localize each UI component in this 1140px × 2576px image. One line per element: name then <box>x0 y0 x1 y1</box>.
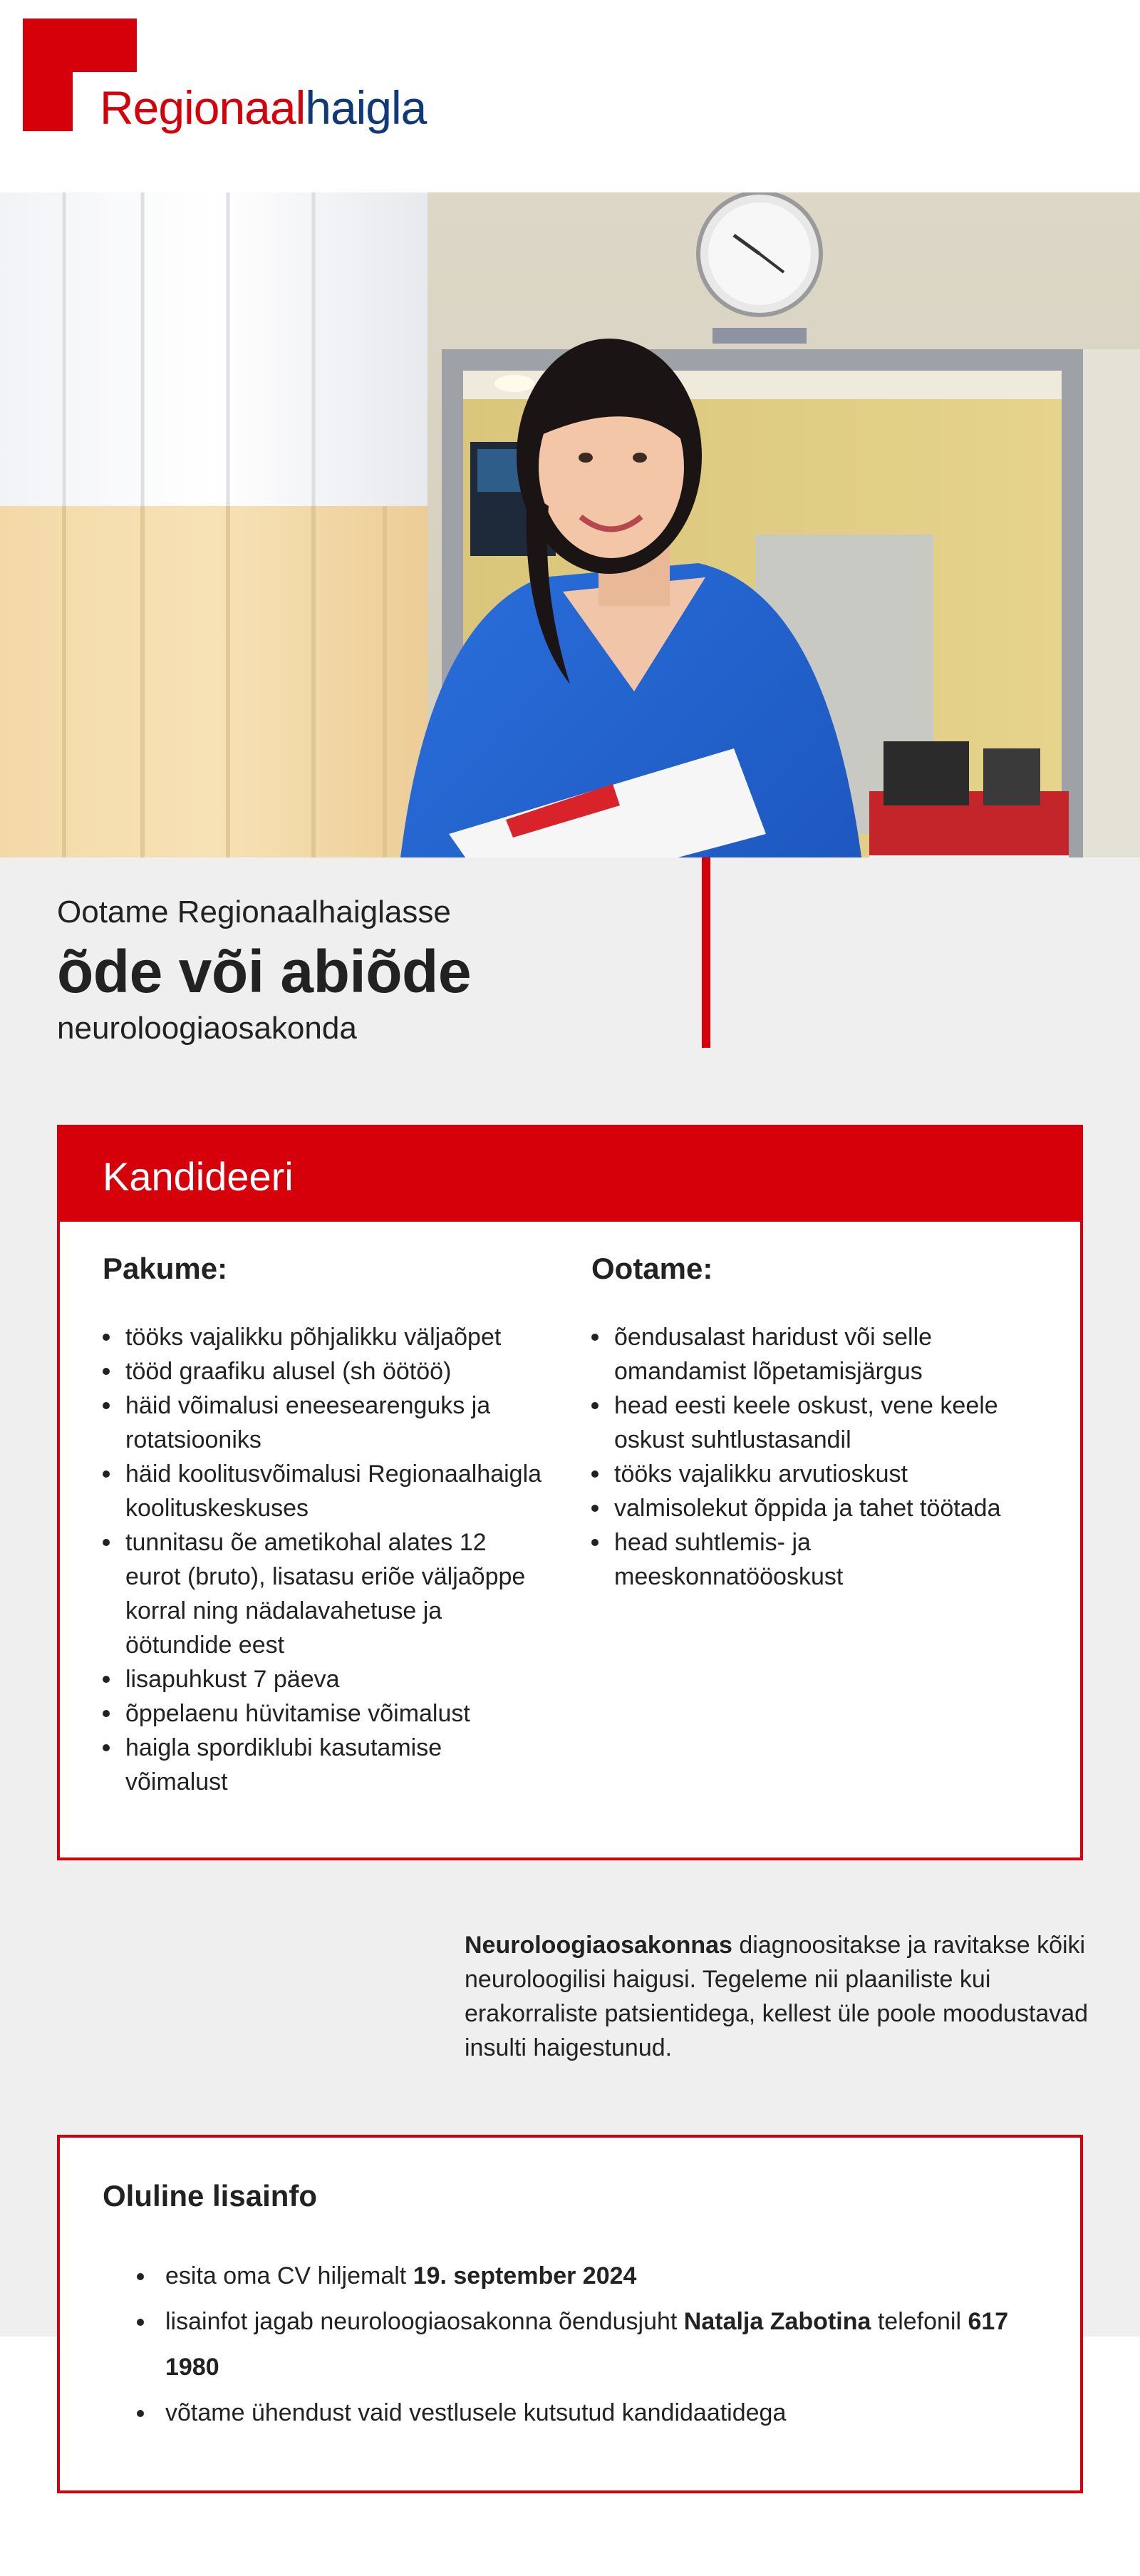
expect-list <box>591 1320 1033 1594</box>
list-item: õendusalast haridust või selle omandamist lõpetamisjärgus <box>591 1320 1033 1389</box>
extra-info-card <box>57 2135 1083 2493</box>
expect-column <box>591 1252 1033 1594</box>
item-text: lisainfot jagab neuroloogiaosakonna õendusjuht <box>165 2308 684 2335</box>
list-item <box>137 2253 1027 2299</box>
list-item: haigla spordiklubi kasutamise võimalust <box>103 1731 544 1799</box>
list-item: õppelaenu hüvitamise võimalust <box>103 1696 544 1731</box>
apply-card <box>57 1125 1083 1860</box>
list-item: tööd graafiku alusel (sh öötöö) <box>103 1354 544 1389</box>
contact-name: Natalja Zabotina <box>683 2308 871 2335</box>
item-text: telefonil <box>871 2308 968 2335</box>
item-text: esita oma CV hiljemalt <box>165 2262 413 2289</box>
page-title: õde või abiõde <box>57 938 472 1005</box>
contact-phone[interactable]: 617 1980 <box>165 2308 1009 2381</box>
list-item: valmisolekut õppida ja tahet töötada <box>591 1491 1033 1525</box>
department-name: Neuroloogiaosakonnas <box>465 1932 732 1959</box>
logo-wordmark[interactable] <box>100 81 427 134</box>
apply-button-label: Kandideeri <box>103 1154 294 1199</box>
list-item: tööks vajalikku põhjalikku väljaõpet <box>103 1320 544 1354</box>
list-item <box>137 2390 1027 2436</box>
list-item: tunnitasu õe ametikohal alates 12 eurot (bruto), lisatasu eriõe väljaõppe korral ning nädalavahetuse ja öötundide eest <box>103 1525 544 1662</box>
title-accent-bar <box>702 857 710 1048</box>
list-item: head eesti keele oskust, vene keele oskust suhtlustasandil <box>591 1389 1033 1457</box>
extra-info-list <box>137 2253 1027 2436</box>
department-text: diagnoositakse ja ravitakse kõiki neuroloogilisi haigusi. Tegeleme nii plaaniliste kui erakorraliste patsientidega, kellest üle poole moodustavad insulti haigestunud. <box>465 1932 1089 2061</box>
title-sub: neuroloogiaosakonda <box>57 1011 357 1046</box>
list-item: lisapuhkust 7 päeva <box>103 1662 544 1696</box>
item-text: võtame ühendust vaid vestlusele kutsutud kandidaatidega <box>165 2399 787 2426</box>
offer-list <box>103 1320 544 1799</box>
title-pre: Ootame Regionaalhaiglasse <box>57 895 451 929</box>
offer-column <box>103 1252 544 1799</box>
deadline-date: 19. september 2024 <box>413 2262 637 2289</box>
list-item: tööks vajalikku arvutioskust <box>591 1457 1033 1491</box>
list-item: head suhtlemis- ja meeskonnatööoskust <box>591 1525 1033 1594</box>
expect-heading: Ootame: <box>591 1252 713 1285</box>
list-item: häid võimalusi eneesearenguks ja rotatsiooniks <box>103 1389 544 1457</box>
department-description <box>465 1928 1092 2065</box>
offer-heading: Pakume: <box>103 1252 228 1285</box>
logo-red-text: Regionaal <box>100 81 306 134</box>
list-item <box>137 2299 1027 2390</box>
header <box>0 0 1140 192</box>
logo-blue-text: haigla <box>305 81 427 134</box>
extra-info-heading: Oluline lisainfo <box>103 2179 318 2212</box>
apply-button[interactable] <box>60 1128 1080 1222</box>
list-item: häid koolitusvõimalusi Regionaalhaigla koolituskeskuses <box>103 1457 544 1525</box>
